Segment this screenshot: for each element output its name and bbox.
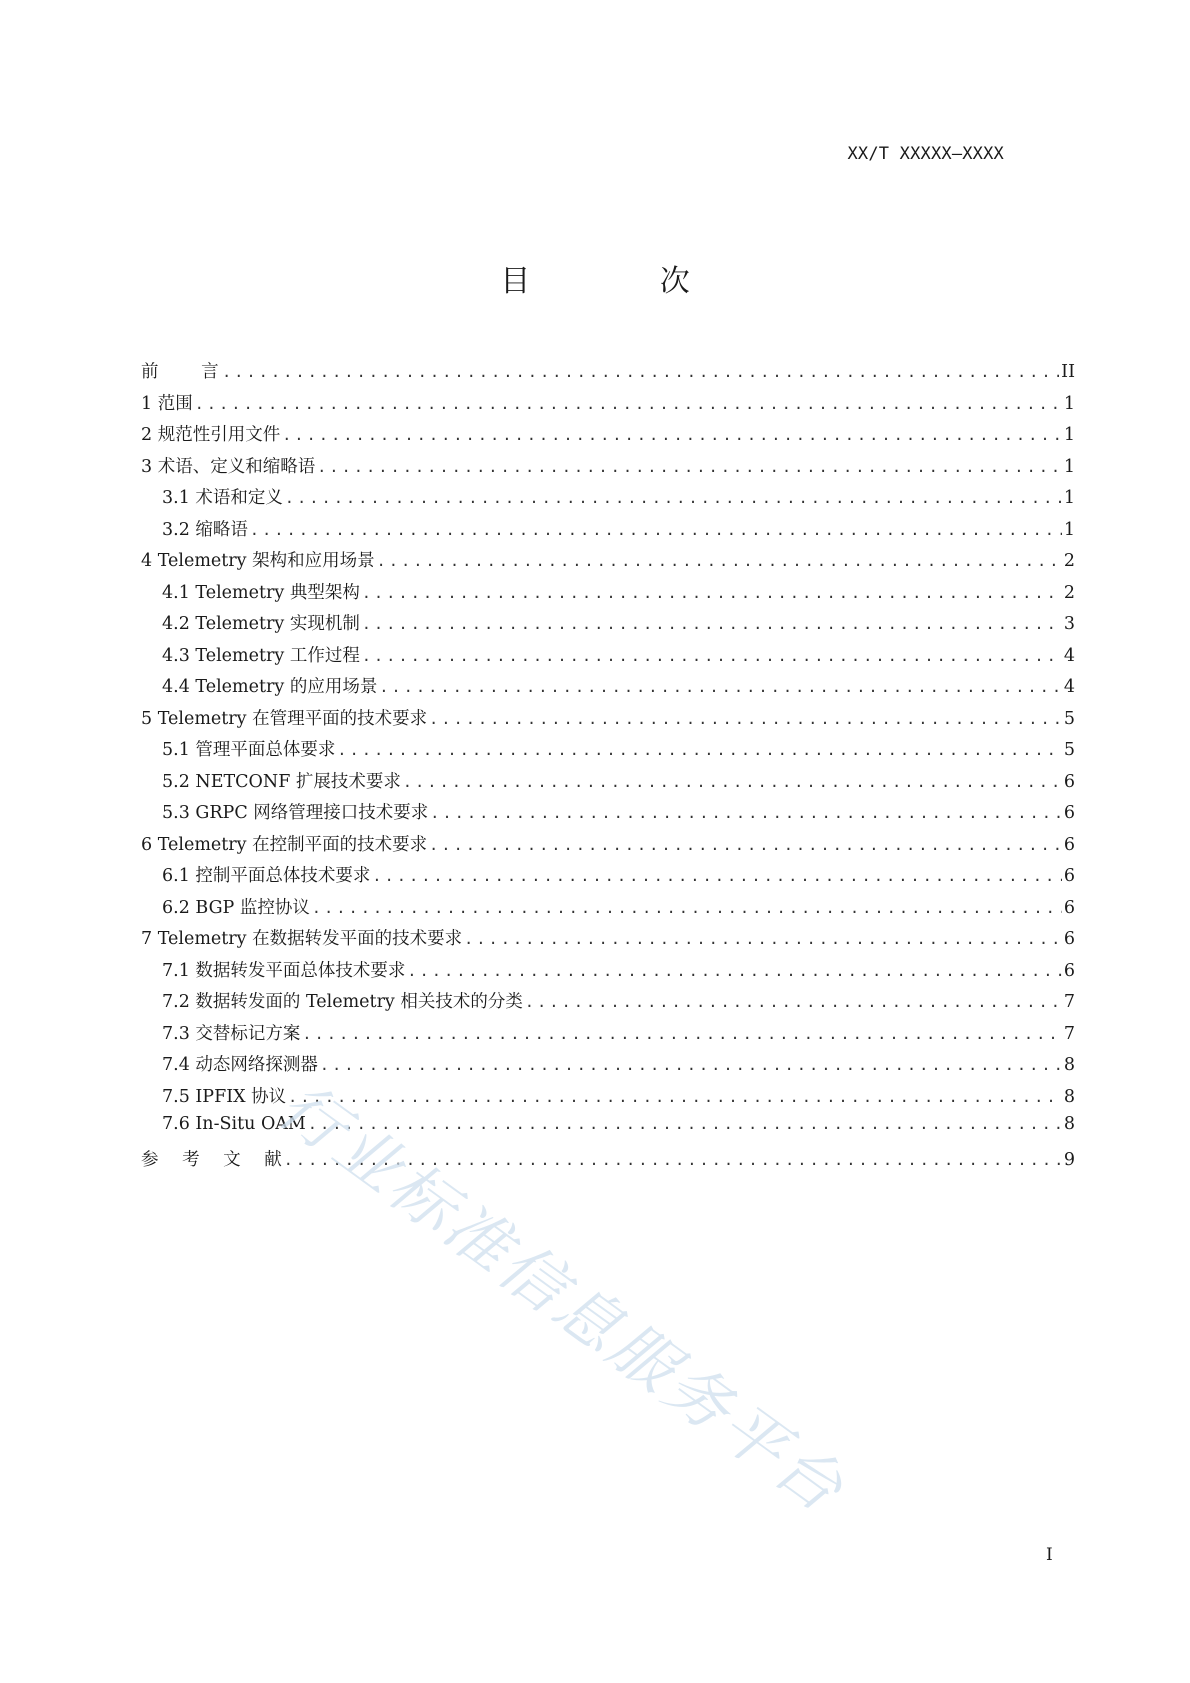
toc-entry-label: 5.1 管理平面总体要求	[162, 740, 336, 760]
toc-entry-label: 7.5 IPFIX 协议	[162, 1086, 287, 1107]
toc-entry-page: II	[1061, 362, 1075, 382]
toc-entry-label: 7.6 In-Situ OAM	[162, 1114, 306, 1134]
toc-entry-7-2[interactable]	[141, 988, 1075, 1020]
toc-entry-4-1[interactable]	[141, 579, 1075, 611]
toc-entry-label: 7.3 交替标记方案	[162, 1023, 301, 1044]
toc-leader-dots	[302, 1025, 1061, 1043]
toc-entry-page: 8	[1063, 1055, 1075, 1075]
toc-entry-label: 7.4 动态网络探测器	[162, 1055, 318, 1075]
toc-leader-dots	[337, 741, 1061, 759]
toc-entry-page: 6	[1063, 834, 1075, 855]
toc-entry-page: 1	[1063, 456, 1075, 477]
toc-title: 目 次	[500, 264, 750, 299]
toc-entry-page: 6	[1063, 897, 1075, 918]
toc-entry-page: 6	[1063, 866, 1075, 886]
toc-entry-label: 参 考 文 献	[141, 1149, 282, 1170]
toc-leader-dots	[430, 804, 1062, 822]
toc-leader-dots	[403, 773, 1062, 791]
toc-entry-references[interactable]	[141, 1146, 1075, 1178]
toc-entry-label: 3 术语、定义和缩略语	[141, 456, 316, 477]
toc-entry-4-2[interactable]	[141, 610, 1075, 642]
toc-entry-page: 3	[1063, 614, 1075, 634]
toc-leader-dots	[362, 615, 1062, 633]
toc-leader-dots	[429, 836, 1062, 854]
toc-leader-dots	[407, 962, 1061, 980]
toc-leader-dots	[284, 1151, 1062, 1169]
toc-entry-page: 4	[1063, 645, 1075, 666]
toc-entry-page: 9	[1063, 1149, 1075, 1170]
watermark: 行业标准信息服务平台	[264, 1068, 859, 1529]
toc-entry-page: 6	[1063, 771, 1075, 792]
toc-entry-4-4[interactable]	[141, 673, 1075, 705]
toc-entry-label: 3.2 缩略语	[162, 519, 248, 540]
toc-entry-label: 7.2 数据转发面的 Telemetry 相关技术的分类	[162, 992, 523, 1012]
toc-entry-page: 6	[1063, 929, 1075, 949]
toc-entry-7-6[interactable]	[141, 1114, 1075, 1146]
toc-leader-dots	[282, 426, 1062, 444]
toc-leader-dots	[250, 521, 1062, 539]
toc-entry-7-1[interactable]	[141, 957, 1075, 989]
toc-leader-dots	[320, 1056, 1062, 1074]
toc-leader-dots	[195, 395, 1062, 413]
toc-entry-page: 8	[1063, 1086, 1075, 1107]
toc-entry-page: 7	[1063, 992, 1075, 1012]
toc-leader-dots	[372, 867, 1061, 885]
toc-entry-label: 6.1 控制平面总体技术要求	[162, 866, 371, 886]
toc-entry-7-4[interactable]	[141, 1051, 1075, 1083]
toc-entry-page: 6	[1063, 960, 1075, 981]
toc-entry-page: 7	[1063, 1023, 1075, 1044]
toc-entry-5-3[interactable]	[141, 799, 1075, 831]
toc-entry-label: 6 Telemetry 在控制平面的技术要求	[141, 834, 428, 855]
toc-leader-dots	[308, 1115, 1062, 1133]
toc-entry-3-2[interactable]	[141, 516, 1075, 548]
toc-leader-dots	[525, 993, 1062, 1011]
toc-entry-2[interactable]	[141, 421, 1075, 453]
table-of-contents	[141, 358, 1075, 1177]
toc-entry-page: 1	[1063, 393, 1075, 414]
toc-entry-foreword[interactable]	[141, 358, 1075, 390]
toc-leader-dots	[285, 489, 1062, 507]
toc-entry-label: 前 言	[141, 362, 221, 382]
page-number: I	[1046, 1545, 1053, 1565]
toc-leader-dots	[377, 552, 1062, 570]
standard-code: XX/T XXXXX—XXXX	[847, 144, 1004, 164]
toc-leader-dots	[222, 363, 1059, 381]
toc-leader-dots	[317, 458, 1062, 476]
toc-entry-page: 1	[1063, 519, 1075, 540]
toc-entry-label: 4 Telemetry 架构和应用场景	[141, 551, 375, 571]
toc-entry-page: 6	[1063, 803, 1075, 823]
toc-leader-dots	[379, 678, 1062, 696]
toc-entry-page: 2	[1063, 551, 1075, 571]
toc-entry-page: 1	[1063, 425, 1075, 445]
toc-entry-6-1[interactable]	[141, 862, 1075, 894]
toc-entry-4-3[interactable]	[141, 642, 1075, 674]
toc-entry-3[interactable]	[141, 453, 1075, 485]
toc-leader-dots	[312, 899, 1062, 917]
toc-entry-5[interactable]	[141, 705, 1075, 737]
toc-entry-label: 5.2 NETCONF 扩展技术要求	[162, 771, 401, 792]
toc-leader-dots	[362, 647, 1062, 665]
toc-entry-7-5[interactable]	[141, 1083, 1075, 1115]
toc-entry-6[interactable]	[141, 831, 1075, 863]
toc-entry-5-2[interactable]	[141, 768, 1075, 800]
toc-entry-page: 1	[1063, 488, 1075, 508]
toc-entry-label: 4.1 Telemetry 典型架构	[162, 582, 360, 603]
toc-entry-page: 8	[1063, 1114, 1075, 1134]
toc-entry-label: 5.3 GRPC 网络管理接口技术要求	[162, 803, 429, 823]
toc-entry-label: 4.2 Telemetry 实现机制	[162, 614, 360, 634]
toc-entry-label: 7 Telemetry 在数据转发平面的技术要求	[141, 929, 463, 949]
toc-leader-dots	[464, 930, 1062, 948]
toc-entry-7-3[interactable]	[141, 1020, 1075, 1052]
toc-entry-page: 5	[1063, 740, 1075, 760]
toc-entry-label: 4.3 Telemetry 工作过程	[162, 645, 360, 666]
toc-leader-dots	[429, 710, 1062, 728]
toc-entry-page: 4	[1063, 677, 1075, 697]
toc-entry-label: 7.1 数据转发平面总体技术要求	[162, 960, 406, 981]
toc-entry-7[interactable]	[141, 925, 1075, 957]
toc-entry-label: 3.1 术语和定义	[162, 488, 283, 508]
toc-entry-5-1[interactable]	[141, 736, 1075, 768]
toc-entry-label: 4.4 Telemetry 的应用场景	[162, 677, 378, 697]
toc-entry-label: 2 规范性引用文件	[141, 425, 281, 445]
toc-entry-label: 1 范围	[141, 393, 193, 414]
toc-entry-3-1[interactable]	[141, 484, 1075, 516]
toc-entry-6-2[interactable]	[141, 894, 1075, 926]
toc-entry-label: 6.2 BGP 监控协议	[162, 897, 310, 918]
toc-entry-page: 2	[1063, 582, 1075, 603]
toc-entry-page: 5	[1063, 708, 1075, 729]
toc-entry-4[interactable]	[141, 547, 1075, 579]
toc-entry-1[interactable]	[141, 390, 1075, 422]
toc-entry-label: 5 Telemetry 在管理平面的技术要求	[141, 708, 428, 729]
toc-leader-dots	[362, 584, 1062, 602]
toc-leader-dots	[288, 1088, 1062, 1106]
